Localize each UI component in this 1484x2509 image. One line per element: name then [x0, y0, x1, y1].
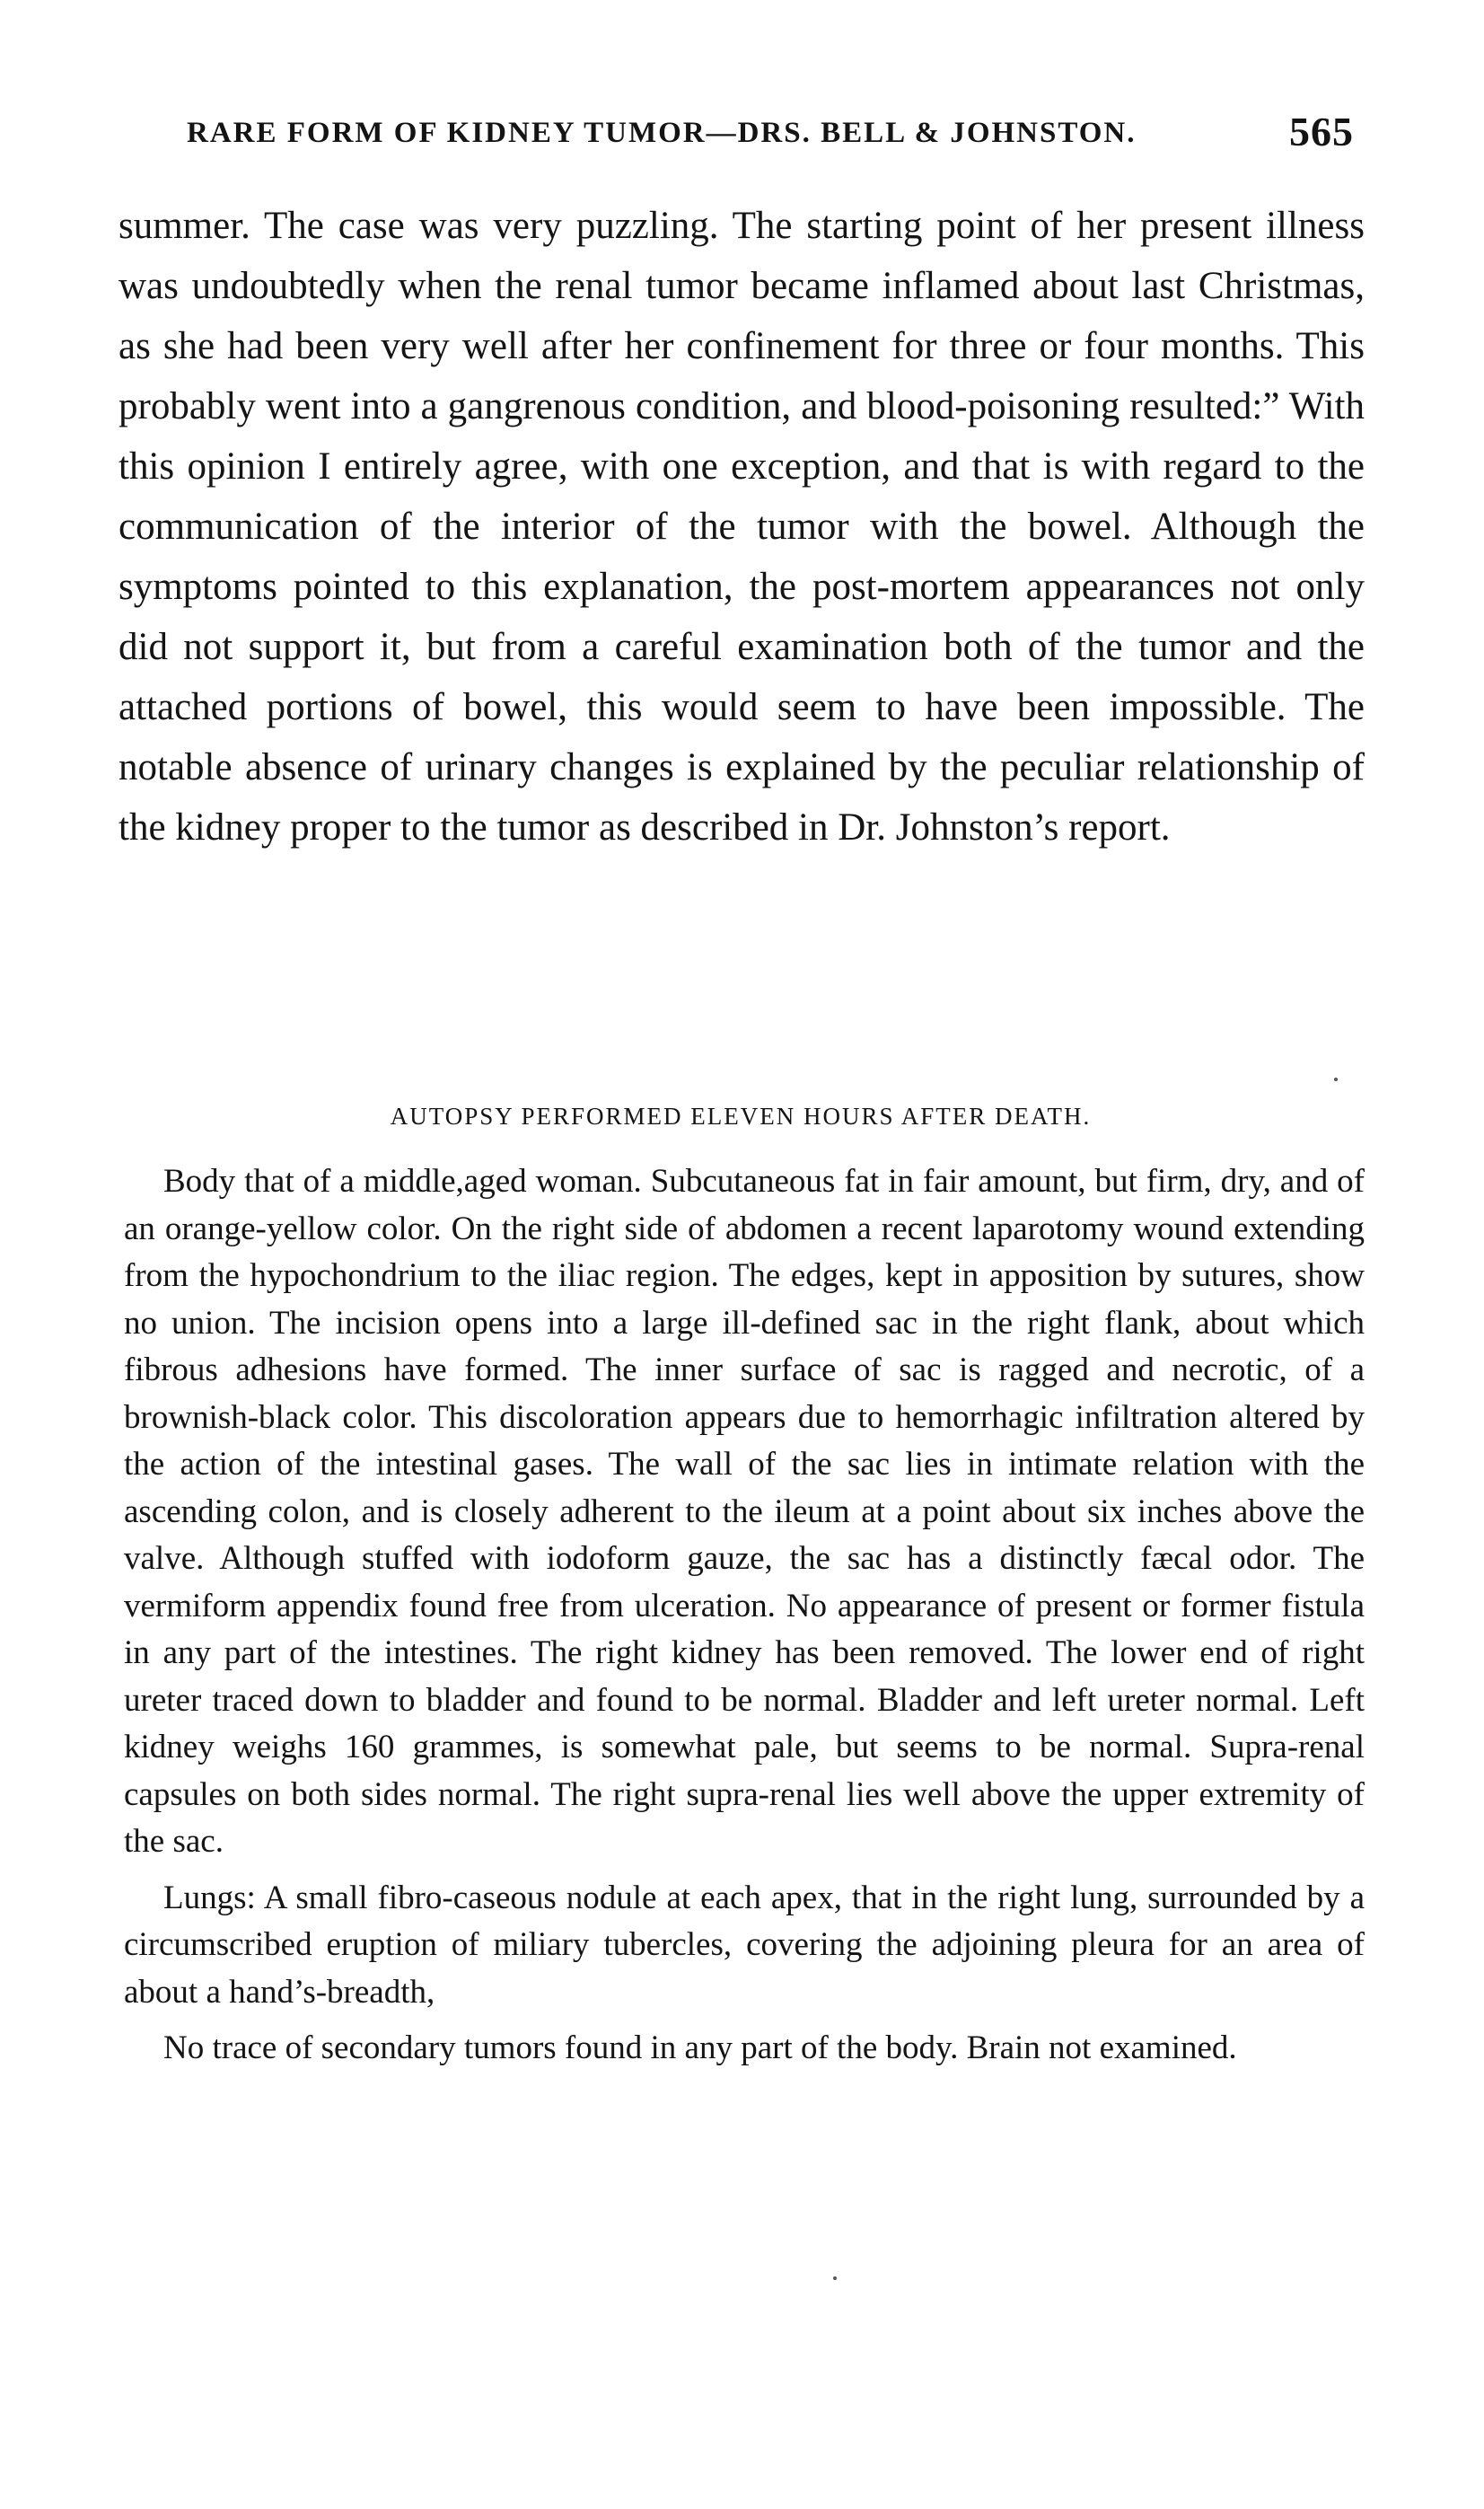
running-head	[117, 108, 1365, 162]
autopsy-heading: AUTOPSY PERFORMED ELEVEN HOURS AFTER DEATH.	[390, 1103, 1092, 1130]
continued-text-block	[119, 196, 1365, 858]
body-paragraph: summer. The case was very puzzling. The starting point of her present illness was undoubtedly when the renal tumor became inflamed about last Christmas, as she had been very well after her confinement for three or four months. This probably went into a gangrenous condition, and blood-poisoning resulted:” With this opinion I entirely agree, with one exception, and that is with regard to the communication of the interior of the tumor with the bowel. Although the symptoms pointed to this explanation, the post-mortem appearances not only did not support it, but from a careful examination both of the tumor and the attached portions of bowel, this would seem to have been impossible. The notable absence of urinary changes is explained by the peculiar relationship of the kidney proper to the tumor as described in Dr. Johnston’s report.	[119, 205, 1365, 849]
autopsy-paragraph-lungs: Lungs: A small fibro-caseous nodule at each apex, that in the right lung, surrounded by a circumscribed eruption of miliary tubercles, covering the adjoining pleura for an area of about a hand’s-breadth,	[124, 1879, 1365, 2011]
print-speck	[833, 2276, 837, 2280]
running-title: RARE FORM OF KIDNEY TUMOR—DRS. BELL & JOHNSTON.	[187, 117, 1137, 149]
autopsy-paragraph-conclusion: No trace of secondary tumors found in any part of the body. Brain not examined.	[163, 2029, 1237, 2066]
autopsy-paragraph-body: Body that of a middle,aged woman. Subcutaneous fat in fair amount, but firm, dry, and of an orange-yellow color. On the right side of abdomen a recent laparotomy wound extending from the hypochondrium to the iliac region. The edges, kept in apposition by sutures, show no union. The incision opens into a large ill-defined sac in the right flank, about which fibrous adhesions have formed. The inner surface of sac is ragged and necrotic, of a brownish-black color. This discoloration appears due to hemorrhagic infiltration altered by the action of the intestinal gases. The wall of the sac lies in intimate relation with the ascending colon, and is closely adherent to the ileum at a point about six inches above the valve. Although stuffed with iodoform gauze, the sac has a distinctly fæcal odor. The vermiform appendix found free from ulceration. No appearance of present or former fistula in any part of the intestines. The right kidney has been removed. The lower end of right ureter traced down to bladder and found to be normal. Bladder and left ureter normal. Left kidney weighs 160 grammes, is somewhat pale, but seems to be normal. Supra-renal capsules on both sides normal. The right supra-renal lies well above the upper extremity of the sac.	[124, 1163, 1365, 1860]
autopsy-text-block	[124, 1158, 1365, 2073]
print-speck	[1334, 1078, 1338, 1081]
page-number: 565	[1289, 109, 1354, 154]
